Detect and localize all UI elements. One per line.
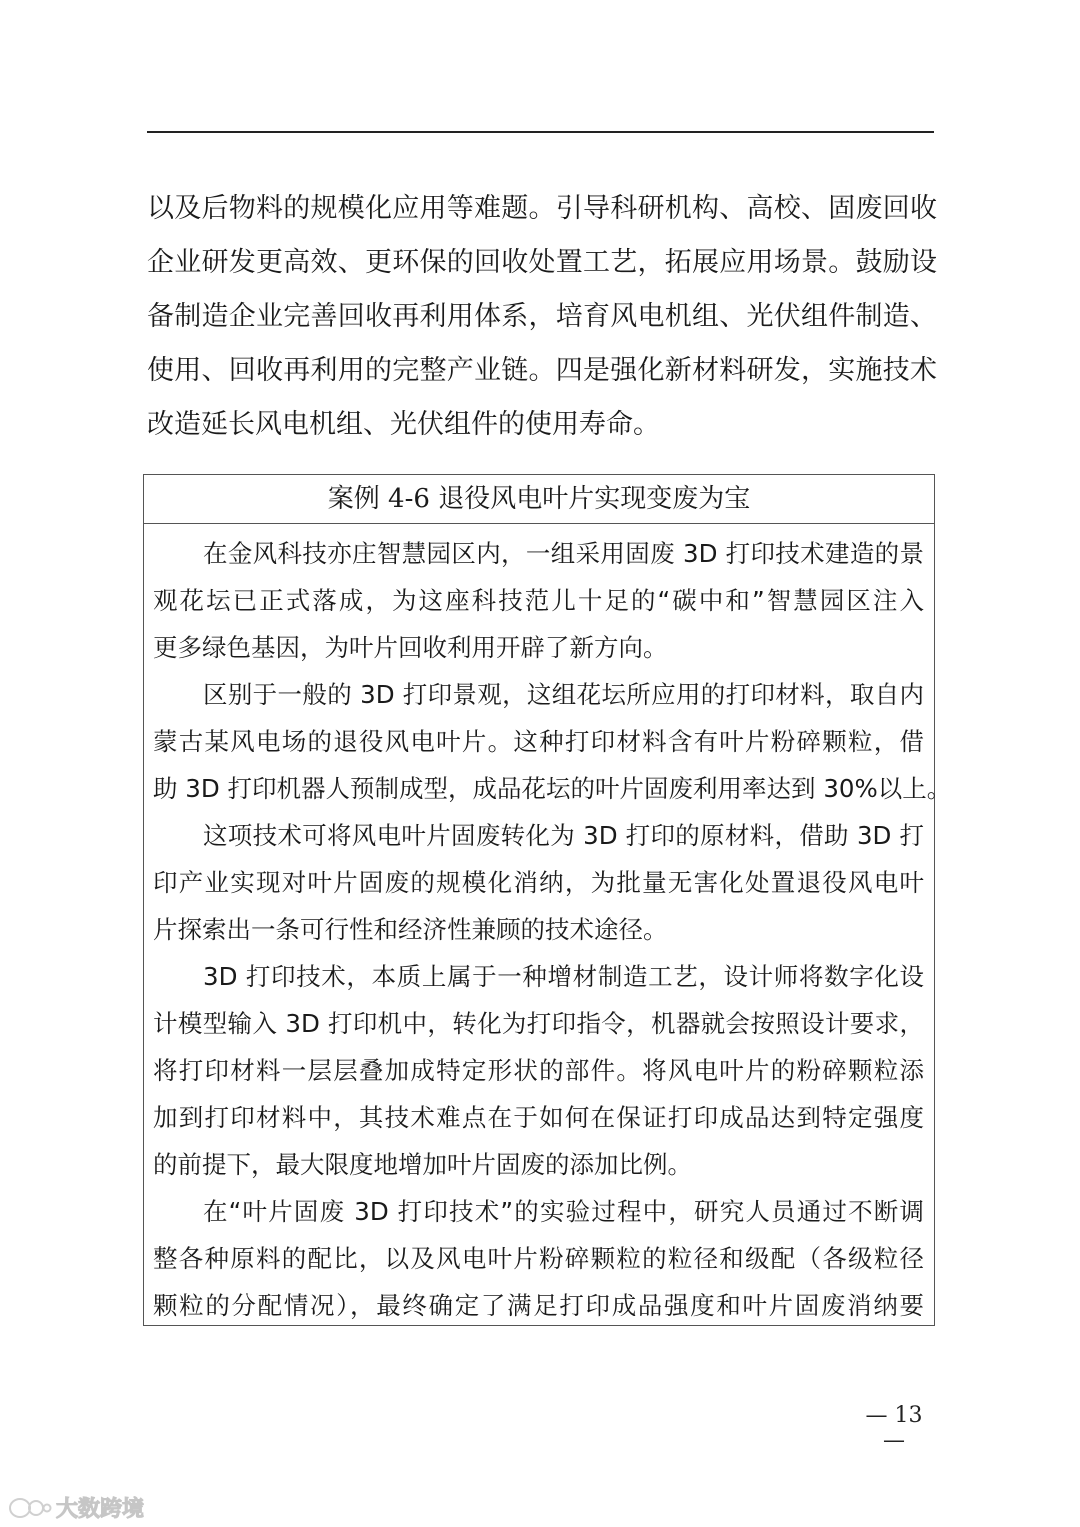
case-paragraph-line: 在金风科技亦庄智慧园区内，一组采用固废 3D 打印技术建造的景 (203, 539, 924, 568)
body-line: 企业研发更高效、更环保的回收处置工艺，拓展应用场景。鼓励设 (147, 247, 937, 278)
body-line: 改造延长风电机组、光伏组件的使用寿命。 (147, 409, 660, 440)
case-paragraph-line: 加到打印材料中，其技术难点在于如何在保证打印成品达到特定强度 (153, 1103, 924, 1132)
case-paragraph-line: 颗粒的分配情况），最终确定了满足打印成品强度和叶片固废消纳要 (153, 1291, 924, 1320)
case-study-body (144, 524, 952, 1329)
watermark-logo-icon (8, 1496, 52, 1520)
case-paragraph-line: 的前提下，最大限度地增加叶片固废的添加比例。 (153, 1150, 692, 1179)
page-number: — 13 — (865, 1403, 923, 1453)
header-rule (147, 131, 934, 133)
case-paragraph-line: 3D 打印技术，本质上属于一种增材制造工艺，设计师将数字化设 (203, 962, 924, 991)
watermark-text: 大数跨境 (56, 1497, 145, 1522)
body-line: 以及后物料的规模化应用等难题。引导科研机构、高校、固废回收 (147, 193, 937, 224)
case-paragraph-line: 更多绿色基因，为叶片回收利用开辟了新方向。 (153, 633, 668, 662)
watermark (8, 1492, 144, 1523)
body-line: 备制造企业完善回收再利用体系，培育风电机组、光伏组件制造、 (147, 301, 937, 332)
case-paragraph-line: 区别于一般的 3D 打印景观，这组花坛所应用的打印材料，取自内 (203, 680, 924, 709)
case-paragraph-line: 整各种原料的配比，以及风电叶片粉碎颗粒的粒径和级配（各级粒径 (153, 1244, 924, 1273)
body-line: 使用、回收再利用的完整产业链。四是强化新材料研发，实施技术 (147, 355, 937, 386)
case-paragraph-line: 片探索出一条可行性和经济性兼顾的技术途径。 (153, 915, 668, 944)
body-paragraph (147, 186, 937, 456)
case-paragraph-line: 助 3D 打印机器人预制成型，成品花坛的叶片固废利用率达到 30%以上。 (153, 774, 952, 803)
case-paragraph-line: 计模型输入 3D 打印机中，转化为打印指令，机器就会按照设计要求， (153, 1009, 924, 1038)
case-paragraph-line: 蒙古某风电场的退役风电叶片。这种打印材料含有叶片粉碎颗粒，借 (153, 727, 924, 756)
case-study-title: 案例 4-6 退役风电叶片实现变废为宝 (144, 475, 934, 524)
case-paragraph-line: 这项技术可将风电叶片固废转化为 3D 打印的原材料，借助 3D 打 (203, 821, 924, 850)
case-study-box (143, 474, 952, 1326)
case-paragraph-line: 在“叶片固废 3D 打印技术”的实验过程中，研究人员通过不断调 (203, 1197, 924, 1226)
case-paragraph-line: 印产业实现对叶片固废的规模化消纳，为批量无害化处置退役风电叶 (153, 868, 924, 897)
case-paragraph-line: 观花坛已正式落成，为这座科技范儿十足的“碳中和”智慧园区注入 (153, 586, 924, 615)
case-paragraph-line: 将打印材料一层层叠加成特定形状的部件。将风电叶片的粉碎颗粒添 (153, 1056, 924, 1085)
